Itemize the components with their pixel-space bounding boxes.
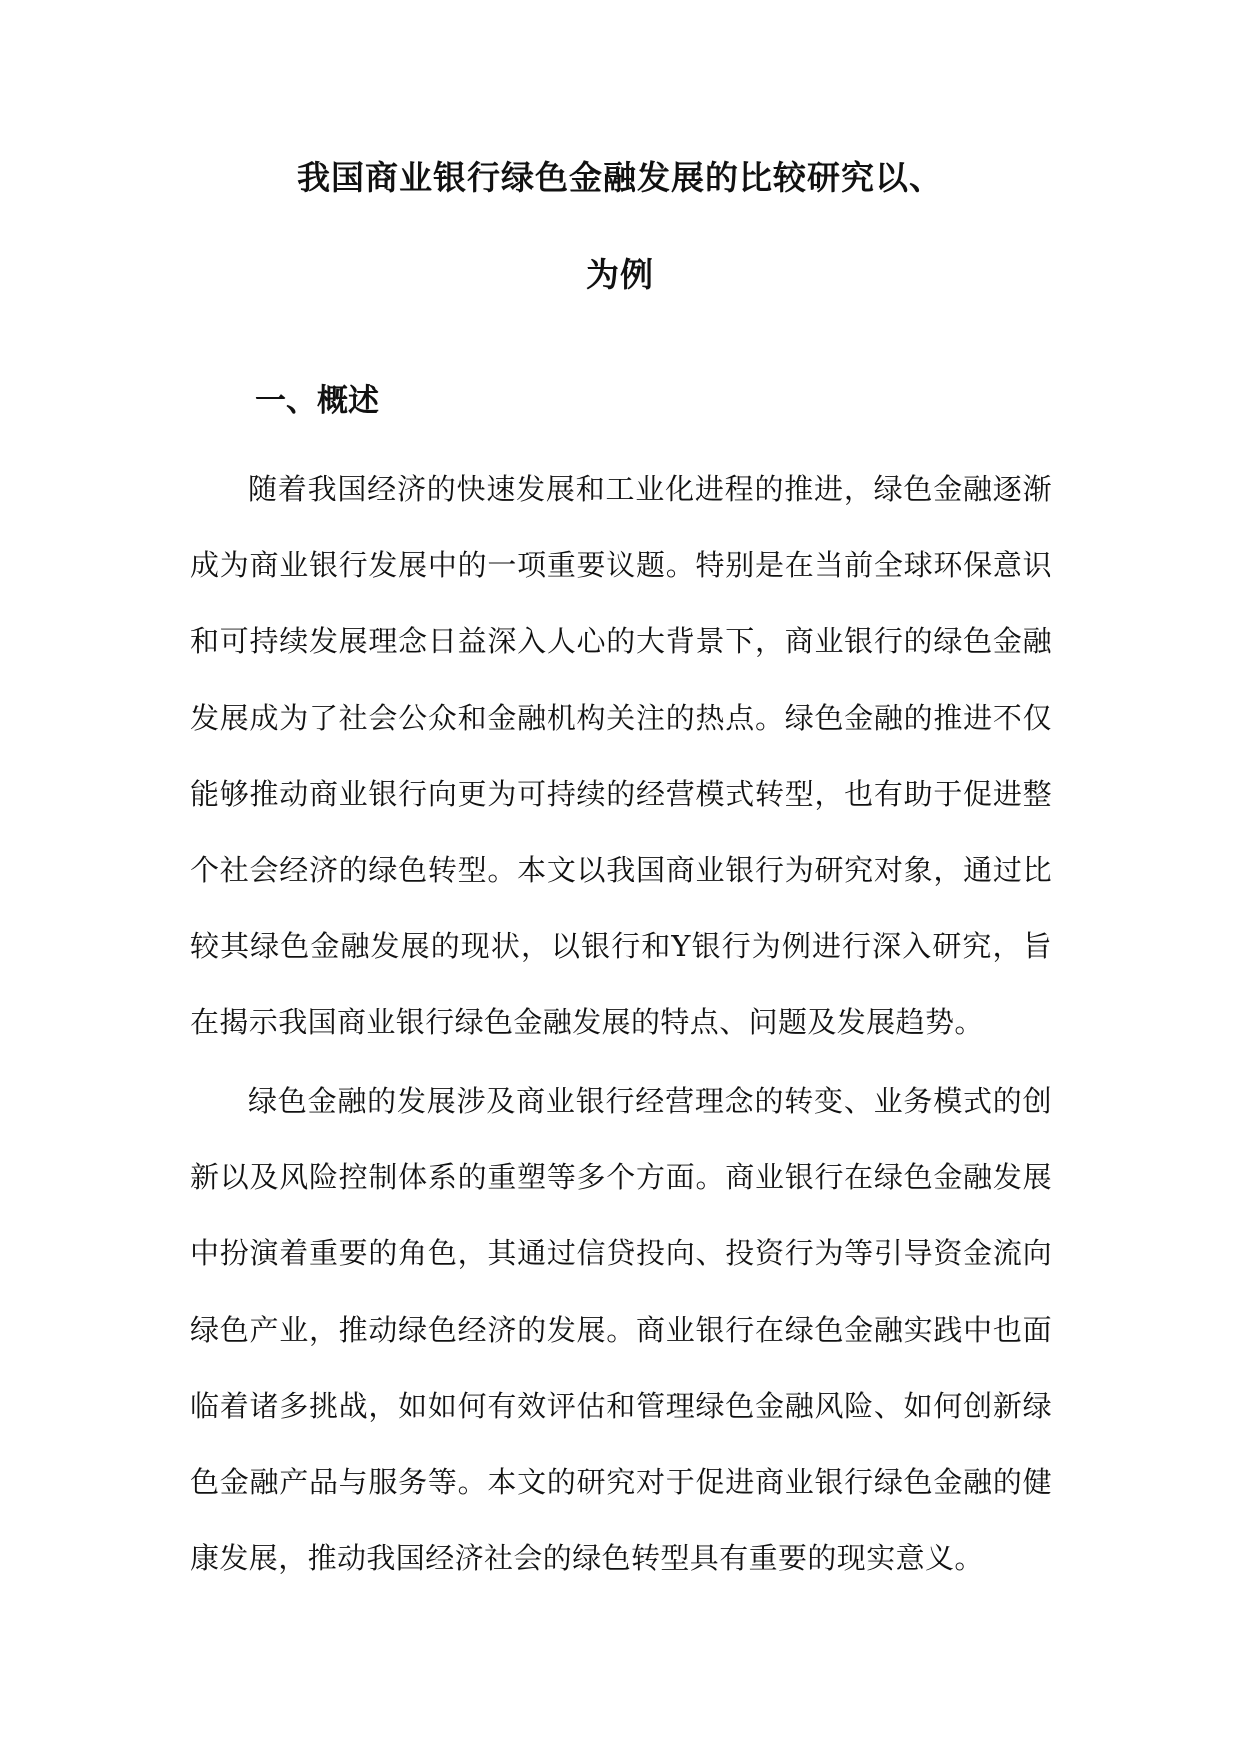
document-title-line-1: 我国商业银行绿色金融发展的比较研究以、 [297,158,943,197]
body-paragraph-2: 绿色金融的发展涉及商业银行经营理念的转变、业务模式的创新以及风险控制体系的重塑等多个方面。商业银行在绿色金融发展中扮演着重要的角色，其通过信贷投向、投资行为等引导资金流向绿色产业，推动绿色经济的发展。商业银行在绿色金融实践中也面临着诸多挑战，如如何有效评估和管理绿色金融风险、如何创新绿色金融产品与服务等。本文的研究对于促进商业银行绿色金融的健康发展，推动我国经济社会的绿色转型具有重要的现实意义。 [190,1084,1052,1576]
section-heading: 一、概述 [255,383,379,419]
document-title-line-2: 为例 [586,255,654,294]
body-paragraph-1: 随着我国经济的快速发展和工业化进程的推进，绿色金融逐渐成为商业银行发展中的一项重要议题。特别是在当前全球环保意识和可持续发展理念日益深入人心的大背景下，商业银行的绿色金融发展成为了社会公众和金融机构关注的热点。绿色金融的推进不仅能够推动商业银行向更为可持续的经营模式转型，也有助于促进整个社会经济的绿色转型。本文以我国商业银行为研究对象，通过比较其绿色金融发展的现状，以银行和Y银行为例进行深入研究，旨在揭示我国商业银行绿色金融发展的特点、问题及发展趋势。 [190,472,1052,1040]
